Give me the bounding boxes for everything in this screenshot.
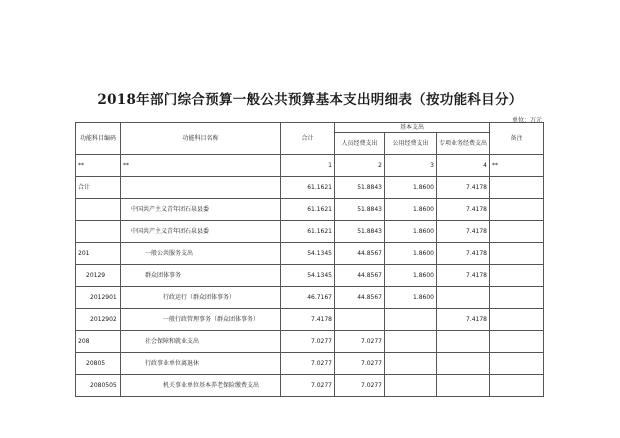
row-total: 54.1345 bbox=[281, 243, 335, 265]
row-remark bbox=[490, 265, 544, 287]
row-remark bbox=[490, 221, 544, 243]
row-name: 行政事业单位离退休 bbox=[121, 353, 281, 375]
row-remark bbox=[490, 287, 544, 309]
row-name: 一般公共服务支出 bbox=[121, 243, 281, 265]
row-code: 20129 bbox=[76, 265, 121, 287]
row-public: 1.8600 bbox=[385, 243, 437, 265]
row-total: 46.7167 bbox=[281, 287, 335, 309]
header-remark: 备注 bbox=[490, 123, 544, 155]
row-total: 7.0277 bbox=[281, 331, 335, 353]
row-code bbox=[76, 199, 121, 221]
index-public: 3 bbox=[385, 155, 437, 177]
index-total: 1 bbox=[281, 155, 335, 177]
row-code: 2012902 bbox=[76, 309, 121, 331]
table-row bbox=[76, 331, 544, 353]
row-special bbox=[437, 331, 490, 353]
row-total: 54.1345 bbox=[281, 265, 335, 287]
row-public bbox=[385, 331, 437, 353]
table-row bbox=[76, 287, 544, 309]
row-public: 1.8600 bbox=[385, 287, 437, 309]
row-special bbox=[437, 287, 490, 309]
row-total: 61.1621 bbox=[281, 199, 335, 221]
row-remark bbox=[490, 331, 544, 353]
row-total: 7.0277 bbox=[281, 353, 335, 375]
row-name bbox=[121, 177, 281, 199]
row-code: 2080505 bbox=[76, 375, 121, 397]
row-public: 1.8600 bbox=[385, 221, 437, 243]
row-public bbox=[385, 309, 437, 331]
table-row bbox=[76, 309, 544, 331]
header-public: 公用经费支出 bbox=[385, 133, 437, 155]
row-special: 7.4178 bbox=[437, 243, 490, 265]
budget-table bbox=[75, 122, 544, 397]
index-remark: ** bbox=[490, 155, 544, 177]
row-remark bbox=[490, 243, 544, 265]
row-special: 7.4178 bbox=[437, 177, 490, 199]
row-name: 一般行政管理事务（群众团体事务） bbox=[121, 309, 281, 331]
row-personnel: 51.8843 bbox=[335, 199, 385, 221]
index-code: ** bbox=[76, 155, 121, 177]
row-total: 7.4178 bbox=[281, 309, 335, 331]
row-personnel: 7.0277 bbox=[335, 331, 385, 353]
table-row bbox=[76, 265, 544, 287]
row-code bbox=[76, 221, 121, 243]
row-total: 61.1621 bbox=[281, 221, 335, 243]
row-total: 7.0277 bbox=[281, 375, 335, 397]
row-remark bbox=[490, 309, 544, 331]
row-code: 合计 bbox=[76, 177, 121, 199]
row-public: 1.8600 bbox=[385, 177, 437, 199]
row-personnel: 44.8567 bbox=[335, 265, 385, 287]
header-basic: 基本支出 bbox=[335, 123, 490, 133]
row-personnel: 7.0277 bbox=[335, 353, 385, 375]
page-title: 2018年部门综合预算一般公共预算基本支出明细表（按功能科目分） bbox=[97, 92, 523, 108]
row-remark bbox=[490, 177, 544, 199]
row-special bbox=[437, 353, 490, 375]
index-special: 4 bbox=[437, 155, 490, 177]
row-remark bbox=[490, 199, 544, 221]
row-personnel: 51.8843 bbox=[335, 177, 385, 199]
row-public bbox=[385, 353, 437, 375]
row-name: 中国共产主义青年团石泉县委 bbox=[121, 199, 281, 221]
row-name: 社会保障和就业支出 bbox=[121, 331, 281, 353]
row-public: 1.8600 bbox=[385, 265, 437, 287]
table-row bbox=[76, 221, 544, 243]
row-personnel: 7.0277 bbox=[335, 375, 385, 397]
row-special: 7.4178 bbox=[437, 221, 490, 243]
header-row-1 bbox=[76, 123, 544, 133]
header-special: 专项业务经费支出 bbox=[437, 133, 490, 155]
row-special: 7.4178 bbox=[437, 199, 490, 221]
row-personnel bbox=[335, 309, 385, 331]
header-total: 合计 bbox=[281, 123, 335, 155]
row-total: 61.1621 bbox=[281, 177, 335, 199]
table-row bbox=[76, 177, 544, 199]
table-row bbox=[76, 375, 544, 397]
unit-label: 单位：万元 bbox=[511, 117, 542, 124]
row-name: 中国共产主义青年团石泉县委 bbox=[121, 221, 281, 243]
row-personnel: 44.8567 bbox=[335, 287, 385, 309]
index-name: ** bbox=[121, 155, 281, 177]
header-personnel: 人员经费支出 bbox=[335, 133, 385, 155]
row-special bbox=[437, 375, 490, 397]
header-name: 功能科目名称 bbox=[121, 123, 281, 155]
row-remark bbox=[490, 375, 544, 397]
row-public bbox=[385, 375, 437, 397]
row-remark bbox=[490, 353, 544, 375]
row-personnel: 44.8567 bbox=[335, 243, 385, 265]
row-public: 1.8600 bbox=[385, 199, 437, 221]
row-name: 行政运行（群众团体事务） bbox=[121, 287, 281, 309]
index-personnel: 2 bbox=[335, 155, 385, 177]
row-special: 7.4178 bbox=[437, 309, 490, 331]
row-special: 7.4178 bbox=[437, 265, 490, 287]
row-code: 208 bbox=[76, 331, 121, 353]
row-personnel: 51.8843 bbox=[335, 221, 385, 243]
row-name: 机关事业单位基本养老保险缴费支出 bbox=[121, 375, 281, 397]
row-name: 群众团体事务 bbox=[121, 265, 281, 287]
header-code: 功能科目编码 bbox=[76, 123, 121, 155]
row-code: 20805 bbox=[76, 353, 121, 375]
table-row bbox=[76, 243, 544, 265]
table-row bbox=[76, 353, 544, 375]
table-row bbox=[76, 199, 544, 221]
index-row bbox=[76, 155, 544, 177]
row-code: 2012901 bbox=[76, 287, 121, 309]
row-code: 201 bbox=[76, 243, 121, 265]
